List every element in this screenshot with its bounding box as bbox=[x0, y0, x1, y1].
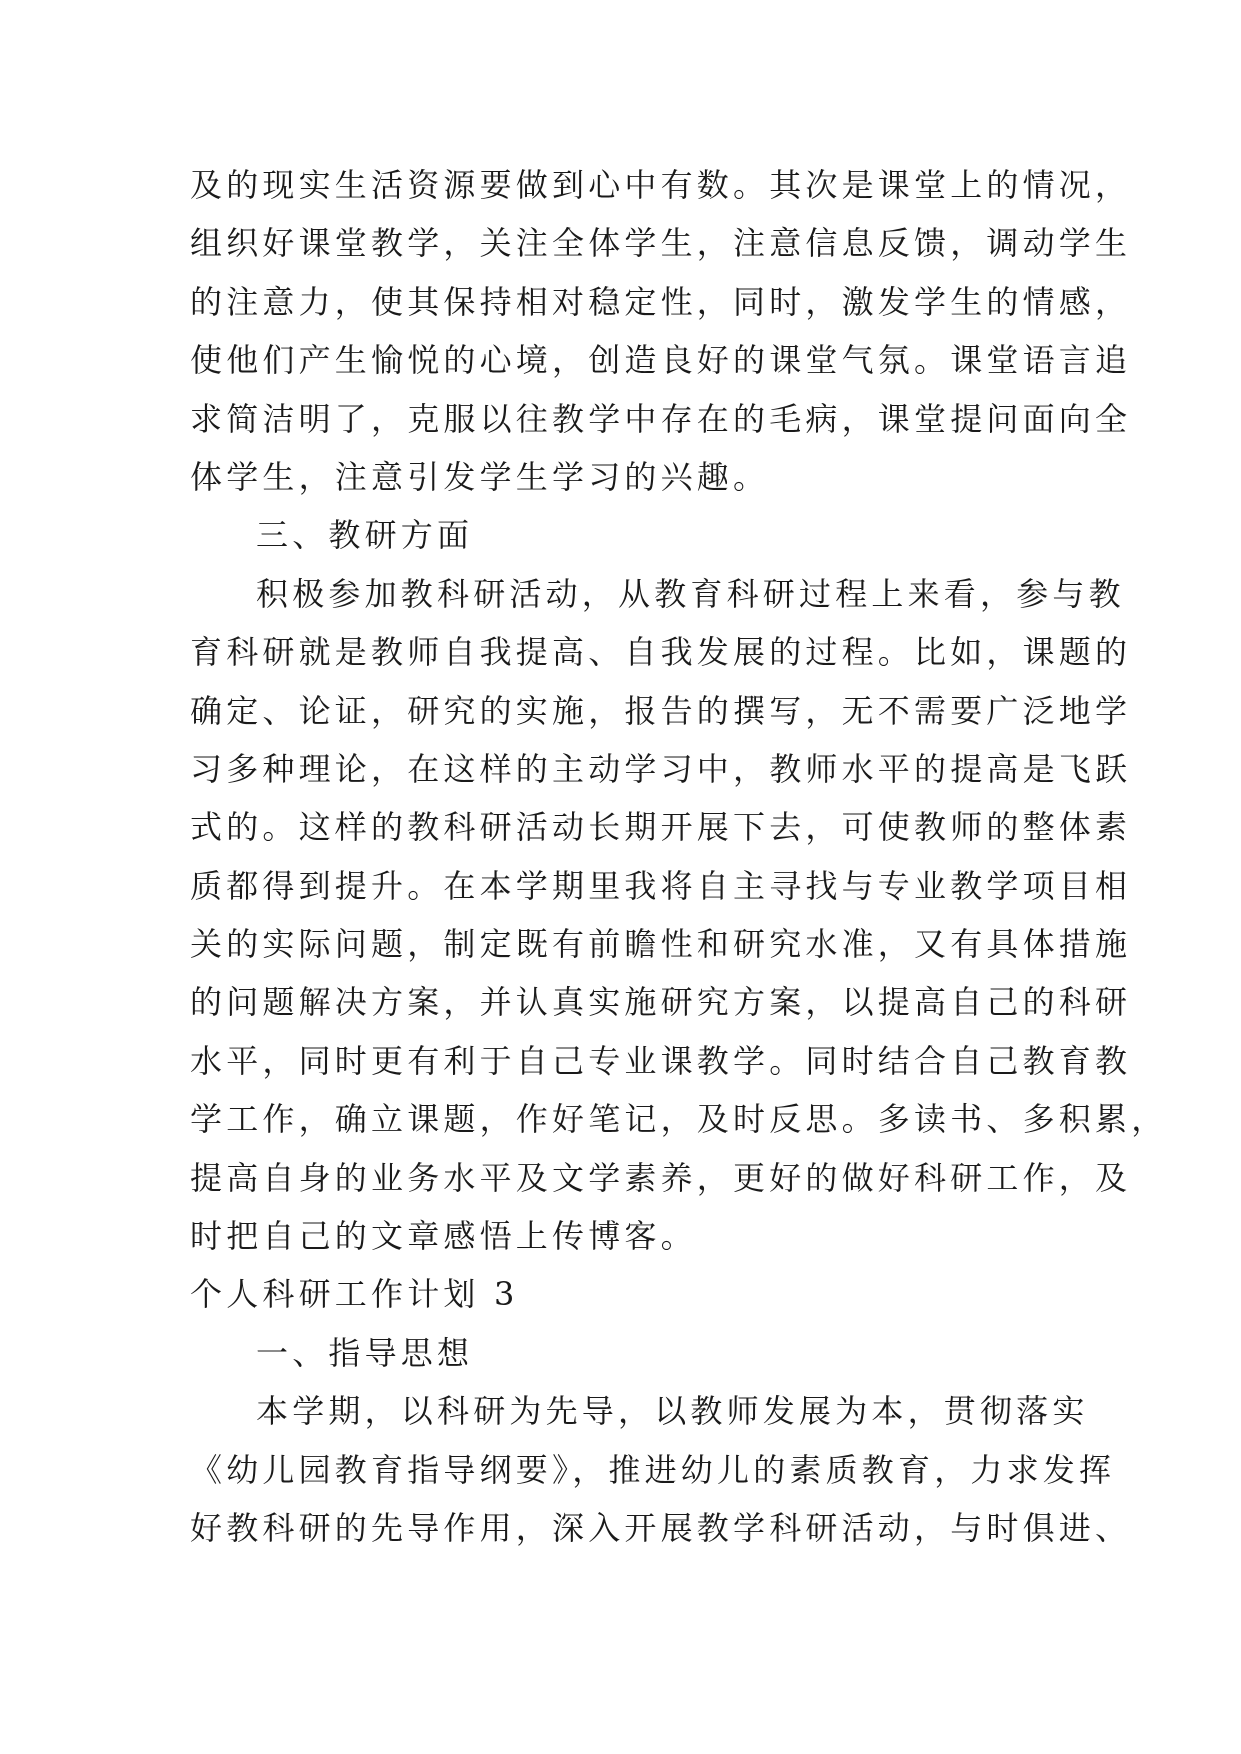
text-line: 提高自身的业务水平及文学素养，更好的做好科研工作，及 bbox=[190, 1158, 1132, 1197]
text-line: 的问题解决方案，并认真实施研究方案，以提高自己的科研 bbox=[190, 983, 1132, 1022]
text-line: 水平，同时更有利于自己专业课教学。同时结合自己教育教 bbox=[190, 1041, 1132, 1080]
text-line: 习多种理论，在这样的主动学习中，教师水平的提高是飞跃 bbox=[190, 749, 1132, 788]
text-line: 关的实际问题，制定既有前瞻性和研究水准，又有具体措施 bbox=[190, 925, 1132, 964]
text-line: 时把自己的文章感悟上传博客。 bbox=[190, 1217, 697, 1256]
paragraph-first-line: 本学期，以科研为先导，以教师发展为本，贯彻落实 bbox=[256, 1392, 1089, 1431]
text-line: 求简洁明了，克服以往教学中存在的毛病，课堂提问面向全 bbox=[190, 399, 1132, 438]
section-heading: 三、教研方面 bbox=[256, 516, 474, 555]
text-line: 式的。这样的教科研活动长期开展下去，可使教师的整体素 bbox=[190, 808, 1132, 847]
document-title: 个人科研工作计划 3 bbox=[190, 1275, 519, 1314]
text-line: 组织好课堂教学，关注全体学生，注意信息反馈，调动学生 bbox=[190, 224, 1132, 263]
paragraph-first-line: 积极参加教科研活动，从教育科研过程上来看，参与教 bbox=[256, 574, 1125, 613]
text-line: 质都得到提升。在本学期里我将自主寻找与专业教学项目相 bbox=[190, 866, 1132, 905]
text-line: 体学生，注意引发学生学习的兴趣。 bbox=[190, 457, 770, 496]
document-body bbox=[190, 156, 1168, 1557]
text-line: 好教科研的先导作用，深入开展教学科研活动，与时俱进、 bbox=[190, 1508, 1132, 1547]
section-heading: 一、指导思想 bbox=[256, 1333, 474, 1372]
text-line: 的注意力，使其保持相对稳定性，同时，激发学生的情感， bbox=[190, 282, 1132, 321]
text-line: 学工作，确立课题，作好笔记，及时反思。多读书、多积累， bbox=[190, 1100, 1168, 1139]
text-line: 及的现实生活资源要做到心中有数。其次是课堂上的情况， bbox=[190, 166, 1132, 204]
text-line: 《幼儿园教育指导纲要》，推进幼儿的素质教育，力求发挥 bbox=[190, 1450, 1116, 1489]
text-line: 确定、论证，研究的实施，报告的撰写，无不需要广泛地学 bbox=[190, 691, 1132, 730]
text-line: 育科研就是教师自我提高、自我发展的过程。比如，课题的 bbox=[190, 633, 1132, 672]
text-line: 使他们产生愉悦的心境，创造良好的课堂气氛。课堂语言追 bbox=[190, 341, 1132, 380]
